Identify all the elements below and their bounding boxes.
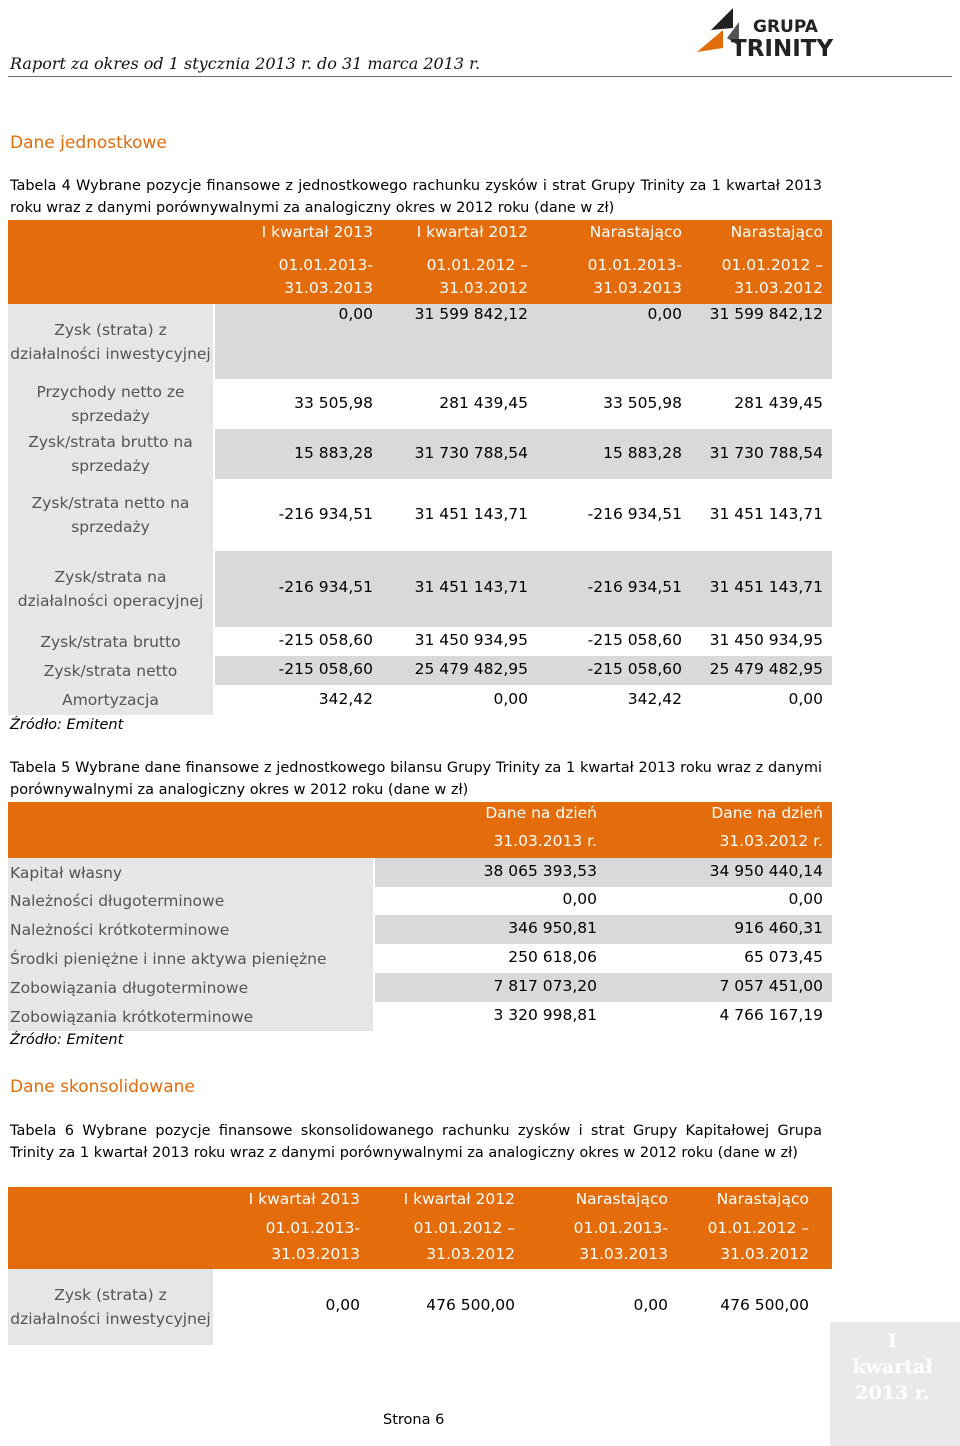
logo-line1: GRUPA bbox=[753, 17, 818, 37]
section-title-consolidated: Dane skonsolidowane bbox=[10, 1077, 195, 1097]
report-title: Raport za okres od 1 stycznia 2013 r. do 31 marca 2013 r. bbox=[10, 54, 481, 73]
watermark-tile: I kwartał 2013 r. bbox=[830, 1322, 960, 1446]
grupa-trinity-logo bbox=[693, 2, 843, 64]
header-divider bbox=[8, 76, 952, 77]
table6-caption: Tabela 6 Wybrane pozycje finansowe skonsolidowanego rachunku zysków i strat Grupy Kapitałowej Grupa Trinity za 1 kwartał 2013 roku wraz z danymi porównywalnymi za analogiczny okres w 2012 roku (dane w zł) bbox=[10, 1123, 822, 1161]
logo-line2: TRINITY bbox=[731, 36, 834, 62]
table4-source: Źródło: Emitent bbox=[10, 717, 124, 733]
section-title-standalone: Dane jednostkowe bbox=[10, 133, 167, 153]
page-number: Strona 6 bbox=[383, 1412, 445, 1428]
table5-source: Źródło: Emitent bbox=[10, 1032, 124, 1048]
table4-caption: Tabela 4 Wybrane pozycje finansowe z jednostkowego rachunku zysków i strat Grupy Trinity za 1 kwartał 2013 roku wraz z danymi porównywalnymi za analogiczny okres w 2012 roku (dane w zł) bbox=[10, 178, 822, 216]
table5-caption: Tabela 5 Wybrane dane finansowe z jednostkowego bilansu Grupy Trinity za 1 kwartał 2013 roku wraz z danymi porównywalnymi za analogiczny okres w 2012 roku (dane w zł) bbox=[10, 760, 822, 798]
